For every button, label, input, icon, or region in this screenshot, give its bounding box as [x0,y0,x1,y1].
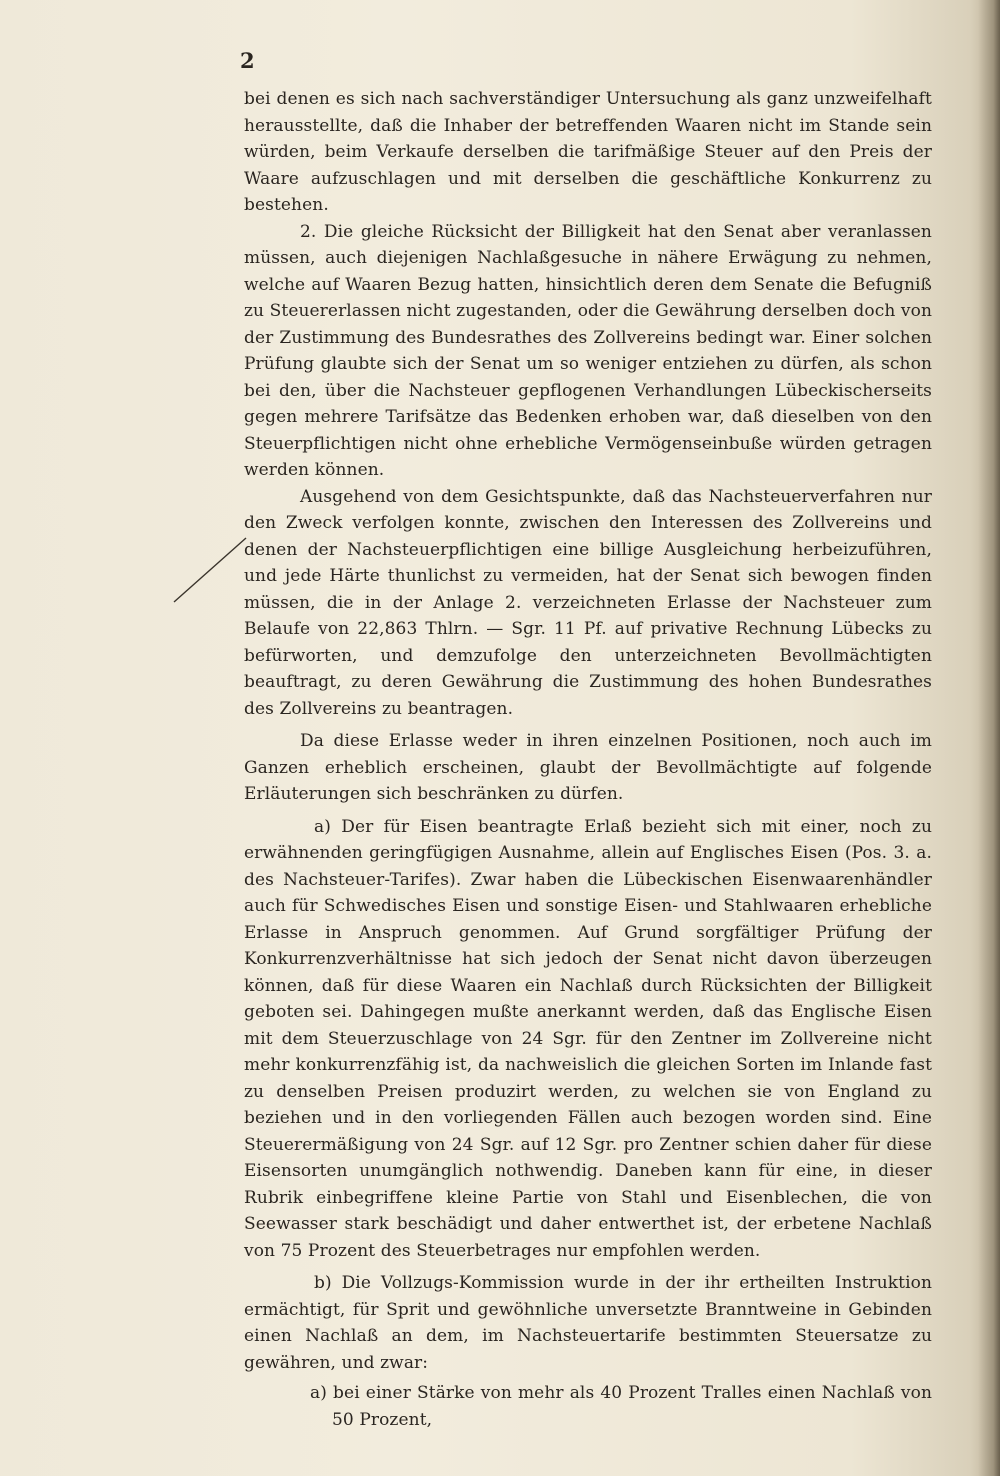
paragraph-erlasse: Da diese Erlasse weder in ihren einzelnen Positionen, noch auch im Ganzen erheblich erscheinen, glaubt der Bevollmächtigte auf folgende Erläuterungen sich beschränken zu dürfen. [244,731,932,804]
paragraph-item-b-branntwein: b) Die Vollzugs-Kommission wurde in der ihr ertheilten Instruktion ermächtigt, für Sprit und gewöhnliche unversetzte Branntweine in Gebinden einen Nachlaß an dem, im Nachsteuertarife bestimmten Steuersatze zu gewähren, und zwar: [244,1273,932,1373]
paragraph-ausgehend: Ausgehend von dem Gesichtspunkte, daß das Nachsteuerverfahren nur den Zweck verfolgen konnte, zwischen den Interessen des Zollvereins und denen der Nachsteuerpflichtigen eine billige Ausgleichung herbeizuführen, und jede Härte thunlichst zu vermeiden, hat der Senat sich bewogen finden müssen, die in der Anlage 2. verzeichneten Erlasse der Nachsteuer zum Belaufe von 22,863 Thlrn. — Sgr. 11 Pf. auf privative Rechnung Lübecks zu befürworten, und demzufolge den unterzeichneten Bevollmächtigten beauftragt, zu deren Gewährung die Zustimmung des hohen Bundesrathes des Zollvereins zu beantragen. [244,486,932,719]
body-text [244,86,932,1433]
page-number: 2 [240,48,255,73]
pencil-margin-mark [168,532,268,612]
paragraph-item-a-eisen: a) Der für Eisen beantragte Erlaß bezieht sich mit einer, noch zu erwähnenden geringfügigen Ausnahme, allein auf Englisches Eisen (Pos. 3. a. des Nachsteuer-Tarifes). Zwar haben die Lübeckischen Eisenwaarenhändler auch für Schwedisches Eisen und sonstige Eisen- und Stahlwaaren erhebliche Erlasse in Anspruch genommen. Auf Grund sorgfältiger Prüfung der Konkurrenzverhältnisse hat sich jedoch der Senat nicht davon überzeugen können, daß für diese Waaren ein Nachlaß durch Rücksichten der Billigkeit geboten sei. Dahingegen mußte anerkannt werden, daß das Englische Eisen mit dem Steuerzuschlage von 24 Sgr. für den Zentner im Zollvereine nicht mehr konkurrenzfähig ist, da nachweislich die gleichen Sorten im Inlande fast zu denselben Preisen produzirt werden, zu welchen sie von England zu beziehen und in den vorliegenden Fällen auch bezogen worden sind. Eine Steuerermäßigung von 24 Sgr. auf 12 Sgr. pro Zentner schien daher für diese Eisensorten unumgänglich nothwendig. Daneben kann für eine, in dieser Rubrik einbegriffene kleine Partie von Stahl und Eisenblechen, die von Seewasser stark beschädigt und daher entwerthet ist, der erbetene Nachlaß von 75 Prozent des Steuerbetrages nur empfohlen werden. [244,816,932,1261]
paragraph-section-2: 2. Die gleiche Rücksicht der Billigkeit hat den Senat aber veranlassen müssen, auch diejenigen Nachlaßgesuche in nähere Erwägung zu nehmen, welche auf Waaren Bezug hatten, hinsichtlich deren dem Senate die Befugniß zu Steuererlassen nicht zugestanden, oder die Gewährung derselben doch von der Zustimmung des Bundesrathes des Zollvereins bedingt war. Einer solchen Prüfung glaubte sich der Senat um so weniger entziehen zu dürfen, als schon bei den, über die Nachsteuer gepflogenen Verhandlungen Lübeckischerseits gegen mehrere Tarifsätze das Bedenken erhoben war, daß dieselben von den Steuerpflichtigen nicht ohne erhebliche Vermögenseinbuße würden getragen werden können. [244,221,932,480]
paragraph-continuation: bei denen es sich nach sachverständiger Untersuchung als ganz unzweifelhaft herausstellte, daß die Inhaber der betreffenden Waaren nicht im Stande sein würden, beim Verkaufe derselben die tarifmäßige Steuer auf den Preis der Waare aufzuschlagen und mit derselben die geschäftliche Konkurrenz zu bestehen. [244,89,932,215]
page-edge-shadow [978,0,1000,1476]
paragraph-subitem-a-staerke: a) bei einer Stärke von mehr als 40 Prozent Tralles einen Nachlaß von 50 Prozent, [310,1383,932,1430]
